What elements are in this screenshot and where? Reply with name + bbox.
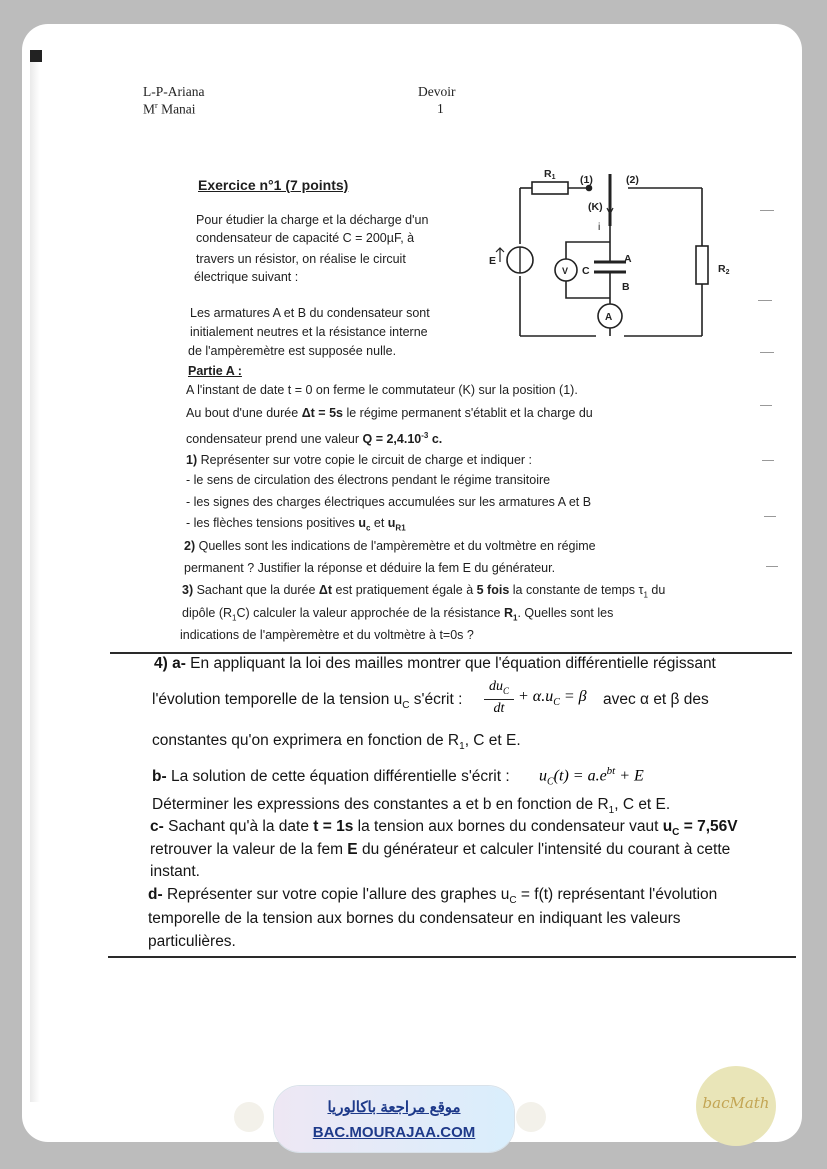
site-arabic-link[interactable]: موقع مراجعة باكالوريا [327,1099,461,1116]
margin-mark [762,460,774,461]
divider-bottom [108,956,796,958]
armatures-line: Les armatures A et B du condensateur sont [190,306,430,320]
question-4a-line: l'évolution temporelle de la tension $u_C$ s'écrit : [152,691,463,712]
question-4d-line: particulières. [148,933,236,950]
scan-corner-mark [30,50,42,62]
question-2-line: permanent ? Justifier la réponse et déduire la fem E du générateur. [184,561,556,575]
question-4a: 4) a- En appliquant la loi des mailles montrer que l'équation différentielle régissant [154,655,716,672]
bacmath-logo [696,1066,776,1146]
question-1-item: - les signes des charges électriques accumulées sur les armatures A et B [186,495,592,509]
question-4d: d- Représenter sur votre copie l'allure des graphes $u_C = f(t)$ représentant l'évolution [148,886,718,907]
label-plate-a: A [624,253,632,265]
question-3: 3) Sachant que la durée Δt est pratiquement égale à 5 fois la constante de temps $\tau_1$ du [182,583,666,600]
label-plate-b: B [622,281,630,293]
partie-a-line: A l'instant de date t = 0 on ferme le commutateur (K) sur la position (1). [186,383,578,397]
question-4a-line: avec α et β des [603,691,709,708]
small-logo-left-icon [234,1102,264,1132]
question-1: 1) Représenter sur votre copie le circuit de charge et indiquer : [186,453,533,467]
label-switch: (K) [588,201,603,213]
question-1-item: - les flèches tensions positives $u_c$ et $u_{R1}$ [186,516,406,533]
partie-a-line: Au bout d'une durée Δt = 5s le régime permanent s'établit et la charge du [186,406,593,420]
label-c: C [582,265,590,277]
label-r1: R1 [544,168,556,181]
armatures-line: de l'ampèremètre est supposée nulle. [188,344,397,358]
equation-fraction: $du_C$ dt [484,679,514,718]
question-1-item: - le sens de circulation des électrons pendant le régime transitoire [186,473,551,487]
school-name: L-P-Ariana [143,84,205,99]
bacmath-logo-text: bacMath [702,1094,770,1112]
margin-mark [760,352,774,353]
partie-a-title: Partie A : [188,364,242,378]
label-voltmeter: V [562,266,569,276]
intro-line: travers un résistor, on réalise le circuit [196,252,406,266]
question-4d-line: temporelle de la tension aux bornes du condensateur en indiquant les valeurs [148,910,681,927]
question-4b-line: Déterminer les expressions des constantes a et b en fonction de $R_1$, C et E. [152,796,671,817]
intro-line: électrique suivant : [194,270,299,284]
label-pos2: (2) [626,174,639,186]
small-logo-right-icon [516,1102,546,1132]
armatures-line: initialement neutres et la résistance interne [190,325,428,339]
label-ammeter: A [605,312,613,323]
label-current: i [598,221,601,233]
intro-line: Pour étudier la charge et la décharge d'un [196,213,429,227]
site-banner[interactable] [274,1086,514,1152]
margin-mark [758,300,772,301]
question-4a-line: constantes qu'on exprimera en fonction de $R_1$, C et E. [152,732,521,753]
site-url-link[interactable]: BAC.MOURAJAA.COM [312,1124,476,1141]
resistor-r1-shape [532,182,568,194]
partie-a-line: condensateur prend une valeur $Q = 2,4.10^{-3}$ c. [186,431,443,447]
circuit-diagram [486,166,776,366]
question-3-line: dipôle $(R_1C)$ calculer la valeur approchée de la résistance $R_1$. Quelles sont les [182,606,614,623]
question-3-line: indications de l'ampèremètre et du voltmètre à t=0s ? [180,628,474,642]
margin-mark [760,405,772,406]
solution-equation: $u_C(t) = a.e^{bt} + E$ [539,765,644,788]
resistor-r2-shape [696,246,708,284]
label-e: E [489,255,497,267]
intro-line: condensateur de capacité C = 200µF, à [196,231,415,245]
teacher-name: $M^r$ Manai [143,101,196,117]
scan-edge [30,52,40,1102]
question-4b: b- La solution de cette équation différentielle s'écrit : [152,768,510,785]
doc-number: 1 [437,101,444,116]
question-4c: c- Sachant qu'à la date t = 1s la tension aux bornes du condensateur vaut $u_C = 7,56V$ [150,818,738,839]
question-4c-line: instant. [150,863,200,880]
question-4c-line: retrouver la valeur de la fem E du générateur et calculer l'intensité du courant à cette [150,841,731,858]
label-r2: R2 [718,263,730,276]
question-2: 2) Quelles sont les indications de l'ampèremètre et du voltmètre en régime [184,539,596,553]
label-pos1: (1) [580,174,593,186]
equation-rest: + $\alpha.u_C = \beta$ [518,688,587,709]
doc-type: Devoir [418,84,456,99]
exercise-title: Exercice n°1 (7 points) [198,177,349,193]
margin-mark [764,516,776,517]
margin-mark [766,566,778,567]
margin-mark [760,210,774,211]
